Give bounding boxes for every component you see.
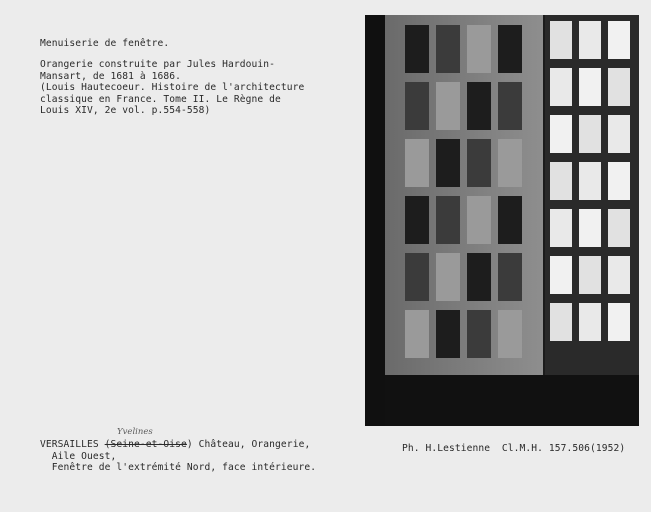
casement-pane — [405, 196, 429, 244]
right-window-pane — [579, 162, 601, 200]
casement-pane — [405, 25, 429, 73]
casement-pane — [467, 253, 491, 301]
right-window-pane — [579, 68, 601, 106]
right-window-pane — [550, 209, 572, 247]
right-window-pane — [579, 303, 601, 341]
casement-pane — [498, 310, 522, 358]
location-line1-rest: ) Château, Orangerie, — [186, 439, 311, 450]
casement-pane — [498, 82, 522, 130]
description-block — [40, 59, 304, 117]
casement-pane — [405, 82, 429, 130]
casement-pane — [498, 196, 522, 244]
location-department-struck: (Seine-et-Oise — [104, 439, 187, 450]
casement-pane — [436, 310, 460, 358]
location-block — [40, 439, 316, 474]
right-window-pane — [608, 68, 630, 106]
casement-pane — [405, 310, 429, 358]
casement-pane — [405, 139, 429, 187]
casement-pane — [436, 253, 460, 301]
description-line: Louis XIV, 2e vol. p.554-558) — [40, 105, 211, 116]
right-window-pane — [579, 256, 601, 294]
window-photo-svg — [365, 15, 639, 426]
casement-pane — [436, 82, 460, 130]
right-window-pane — [608, 115, 630, 153]
right-window-pane — [579, 209, 601, 247]
casement-pane — [498, 25, 522, 73]
right-window-pane — [550, 256, 572, 294]
right-window-pane — [550, 303, 572, 341]
right-window-pane — [608, 303, 630, 341]
casement-pane — [436, 196, 460, 244]
casement-pane — [467, 196, 491, 244]
description-line: classique en France. Tome II. Le Règne de — [40, 93, 281, 105]
location-line2: Aile Ouest, — [51, 450, 117, 462]
card-title: Menuiserie de fenêtre. — [40, 38, 170, 49]
right-window-panes — [543, 15, 639, 375]
right-window-pane — [608, 162, 630, 200]
handwritten-correction: Yvelines — [117, 427, 153, 437]
description-line: Mansart, de 1681 à 1686. — [40, 70, 182, 82]
right-window-pane — [608, 209, 630, 247]
right-window-pane — [579, 115, 601, 153]
right-window-pane — [608, 21, 630, 59]
casement-pane — [498, 139, 522, 187]
description-line: (Louis Hautecoeur. Histoire de l'architecture — [40, 82, 305, 93]
photo-credit: Ph. H.Lestienne Cl.M.H. 157.506(1952) — [402, 443, 626, 454]
casement-pane — [467, 310, 491, 358]
right-window-pane — [550, 115, 572, 153]
location-city: VERSAILLES — [40, 439, 99, 450]
right-window-pane — [608, 256, 630, 294]
right-window-pane — [550, 68, 572, 106]
right-window-pane — [579, 21, 601, 59]
description-line: Orangerie construite par Jules Hardouin- — [40, 59, 276, 70]
casement-pane — [405, 253, 429, 301]
casement-pane — [436, 25, 460, 73]
casement-pane — [467, 82, 491, 130]
window-photograph — [365, 15, 639, 426]
casement-pane — [467, 25, 491, 73]
right-window-pane — [550, 162, 572, 200]
casement-pane — [436, 139, 460, 187]
right-window-pane — [550, 21, 572, 59]
location-line3: Fenêtre de l'extrémité Nord, face intérieure. — [51, 462, 317, 473]
casement-pane — [467, 139, 491, 187]
casement-pane — [498, 253, 522, 301]
